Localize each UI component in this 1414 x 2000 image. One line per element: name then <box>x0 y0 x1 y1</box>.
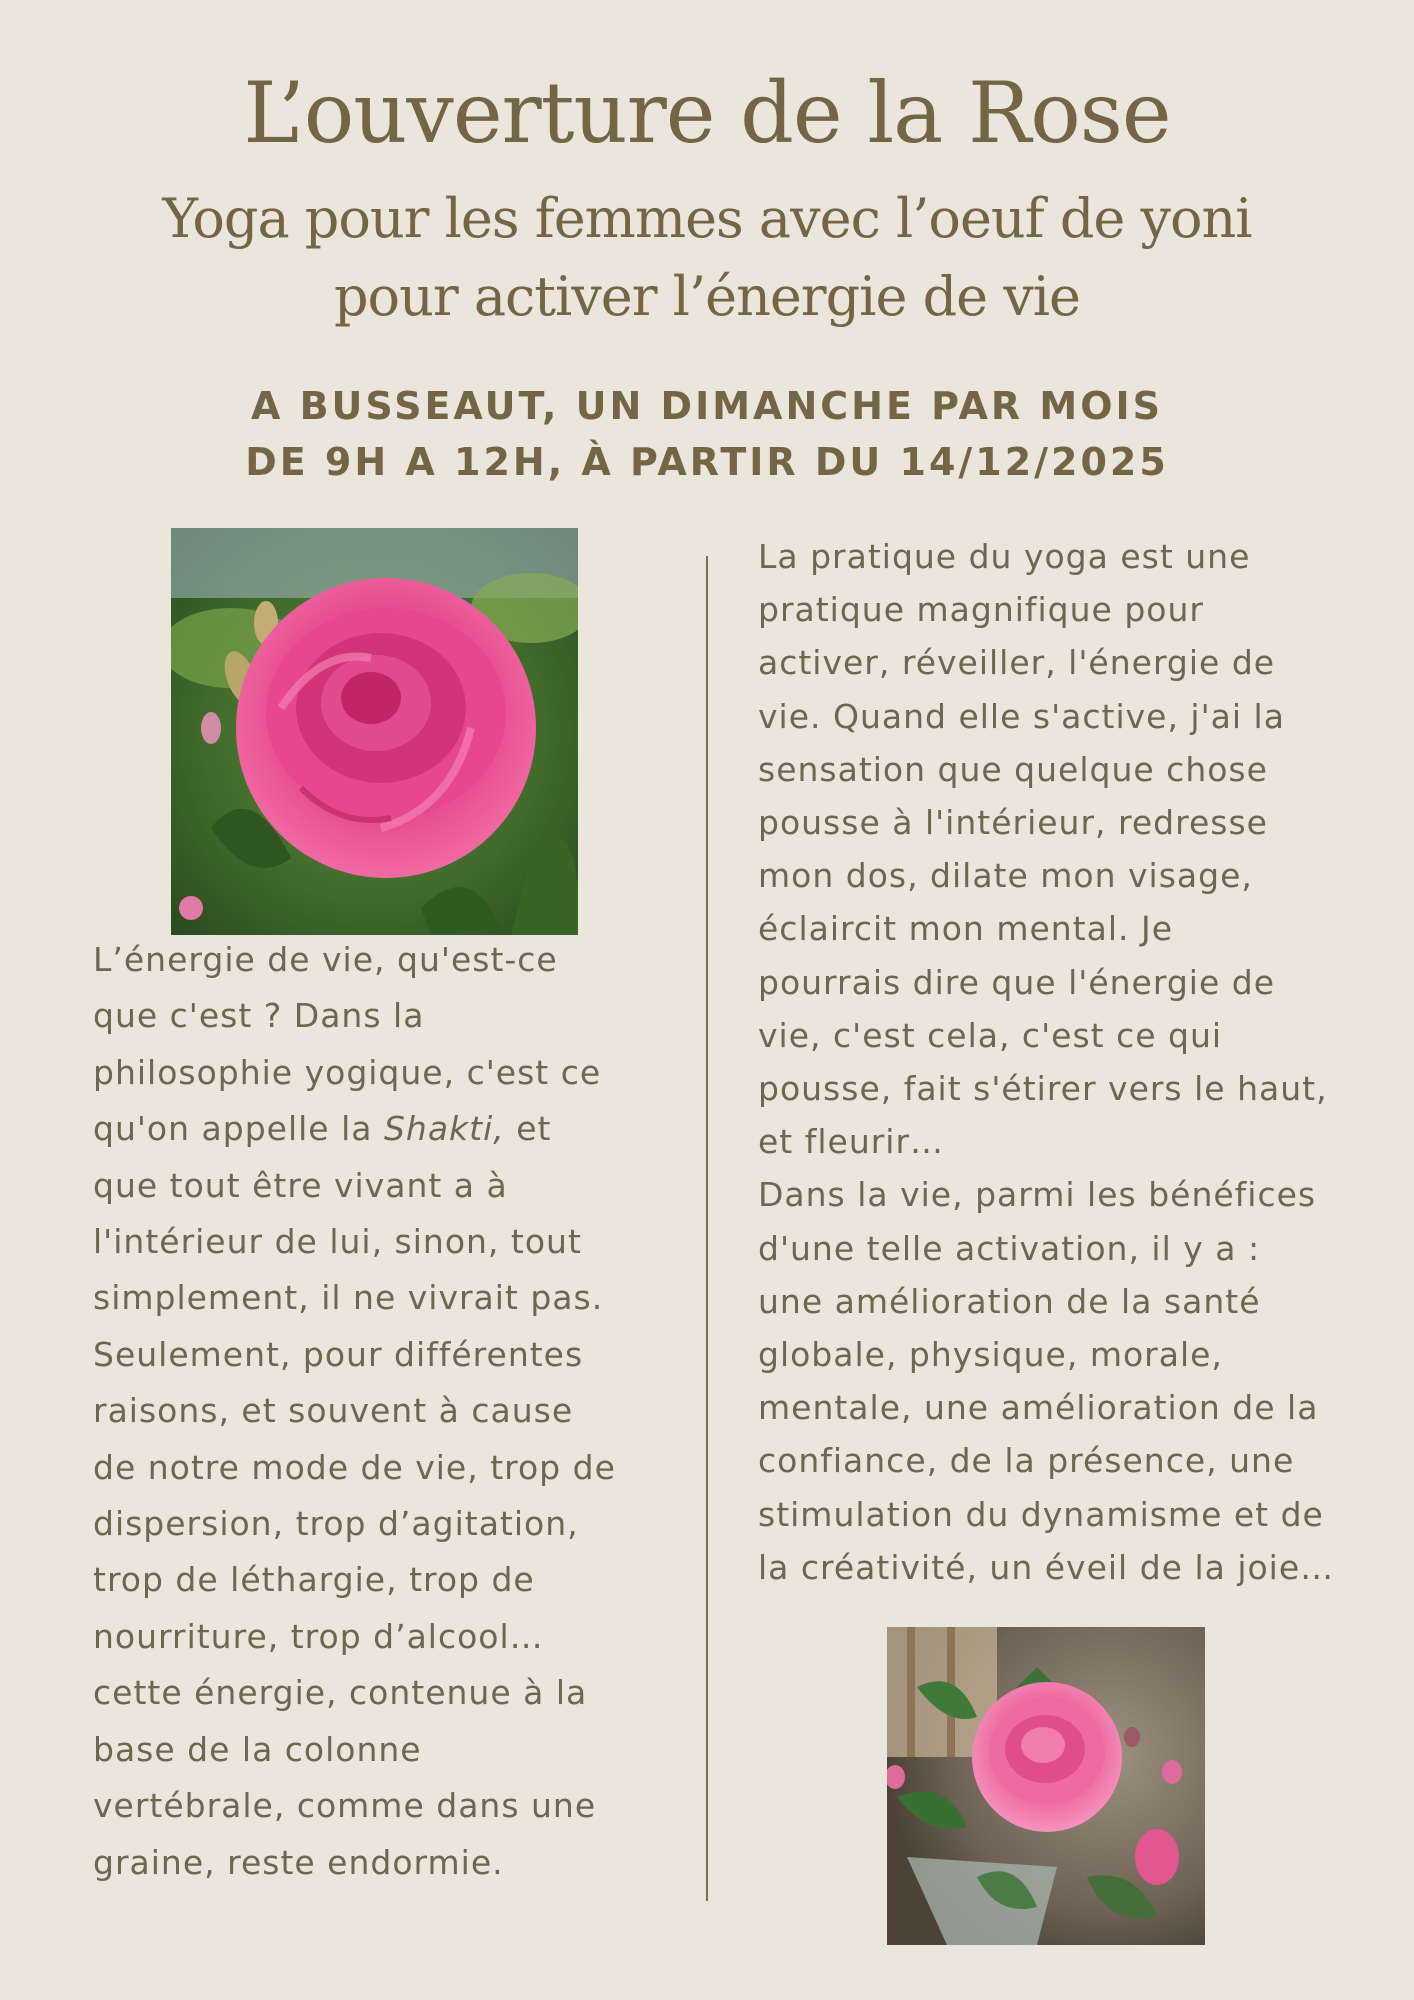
text-line: activer, réveiller, l'énergie de <box>758 643 1276 683</box>
page-title: L’ouverture de la Rose <box>243 64 1171 162</box>
text-fragment: qu'on appelle la <box>93 1109 384 1149</box>
text-line: de notre mode de vie, trop de <box>93 1447 616 1487</box>
text-line: La pratique du yoga est une <box>758 537 1251 576</box>
text-line: Dans la vie, parmi les bénéfices <box>758 1175 1317 1215</box>
text-line: vertébrale, comme dans une <box>93 1786 597 1826</box>
event-location-line: A BUSSEAUT, UN DIMANCHE PAR MOIS <box>250 384 1164 428</box>
text-line: vie. Quand elle s'active, j'ai la <box>758 696 1285 736</box>
event-info <box>0 378 1414 490</box>
text-line: stimulation du dynamisme et de <box>758 1494 1324 1534</box>
rose-photo-vase <box>887 1627 1205 1945</box>
text-line: trop de léthargie, trop de <box>93 1560 535 1600</box>
text-line: vie, c'est cela, c'est ce qui <box>758 1015 1223 1055</box>
text-line: l'intérieur de lui, sinon, tout <box>93 1222 582 1262</box>
text-line: confiance, de la présence, une <box>758 1441 1295 1481</box>
text-line: la créativité, un éveil de la joie… <box>758 1547 1335 1587</box>
text-line: pratique magnifique pour <box>758 590 1204 630</box>
text-line: L’énergie de vie, qu'est-ce <box>93 940 558 979</box>
text-line: et fleurir… <box>758 1122 945 1162</box>
text-line: mentale, une amélioration de la <box>758 1388 1319 1428</box>
text-line: nourriture, trop d’alcool… <box>93 1616 544 1656</box>
text-line: Seulement, pour différentes <box>93 1334 584 1374</box>
text-line: sensation que quelque chose <box>758 749 1268 789</box>
right-column-text <box>758 530 1378 1594</box>
left-column-text <box>93 932 693 1891</box>
text-line: une amélioration de la santé <box>758 1281 1261 1321</box>
text-line: raisons, et souvent à cause <box>93 1391 574 1431</box>
text-line: éclaircit mon mental. Je <box>758 909 1174 949</box>
text-line: pousse, fait s'étirer vers le haut, <box>758 1069 1328 1109</box>
text-line: que tout être vivant a à <box>93 1165 508 1205</box>
rose-photo-garden <box>171 528 578 935</box>
text-line: graine, reste endormie. <box>93 1842 504 1882</box>
column-divider <box>706 556 708 1901</box>
text-fragment: et <box>504 1109 552 1149</box>
text-line: base de la colonne <box>93 1729 422 1769</box>
text-line: globale, physique, morale, <box>758 1335 1223 1375</box>
text-line: philosophie yogique, c'est ce <box>93 1052 602 1092</box>
event-schedule-line: DE 9H A 12H, À PARTIR DU 14/12/2025 <box>245 440 1169 484</box>
text-line: pousse à l'intérieur, redresse <box>758 803 1268 843</box>
subtitle-line-2: pour activer l’énergie de vie <box>333 265 1080 328</box>
shakti-term: Shakti, <box>383 1109 505 1149</box>
text-line: que c'est ? Dans la <box>93 996 425 1036</box>
text-line <box>93 1101 693 1157</box>
text-line: mon dos, dilate mon visage, <box>758 856 1253 896</box>
text-line: simplement, il ne vivrait pas. <box>93 1278 604 1318</box>
subtitle-line-1: Yoga pour les femmes avec l’oeuf de yoni <box>162 187 1252 250</box>
text-line: cette énergie, contenue à la <box>93 1673 588 1713</box>
text-line: dispersion, trop d’agitation, <box>93 1504 579 1544</box>
subtitle <box>0 180 1414 336</box>
text-line: pourrais dire que l'énergie de <box>758 962 1275 1002</box>
text-line: d'une telle activation, il y a : <box>758 1228 1261 1268</box>
